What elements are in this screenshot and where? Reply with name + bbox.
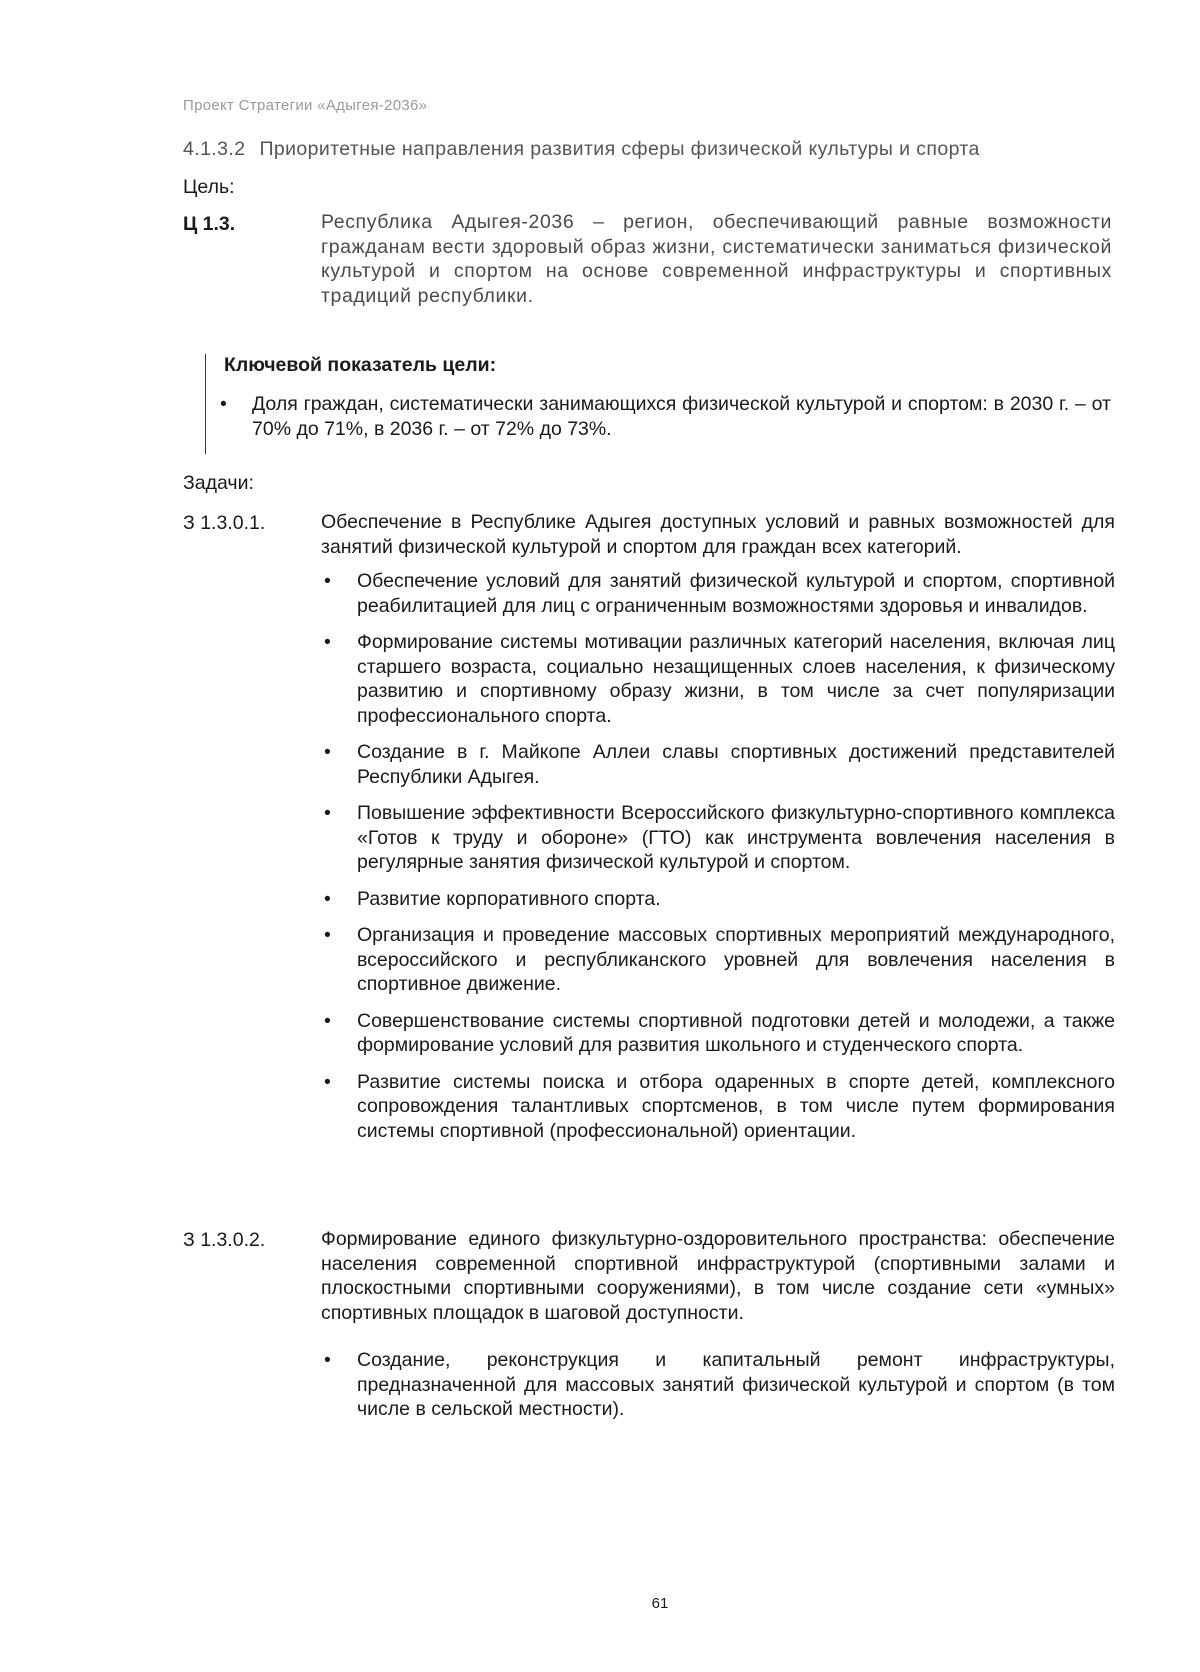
list-item <box>321 801 1115 875</box>
list-item-text: Развитие корпоративного спорта. <box>357 887 661 910</box>
task-text: Обеспечение в Республике Адыгея доступных условий и равных возможностей для занятий физической культурой и спортом для граждан всех категорий. <box>321 511 1115 558</box>
key-indicator-item <box>206 392 1111 441</box>
key-indicator-box <box>205 354 1116 454</box>
bullet-icon: • <box>324 802 331 824</box>
task-bullet-list <box>321 569 1115 1155</box>
tasks-label: Задачи: <box>183 472 254 494</box>
task-code: З 1.3.0.2. <box>183 1229 266 1251</box>
bullet-icon: • <box>324 924 331 946</box>
list-item-text: Формирование системы мотивации различных категорий населения, включая лиц старшего возраста, социально незащищенных слоев населения, к физическому развитию и спортивному образу жизни, в том числе за счет популяризации профессионального спорта. <box>357 631 1115 727</box>
bullet-icon: • <box>324 1009 331 1032</box>
list-item-text: Создание в г. Майкопе Аллеи славы спортивных достижений представителей Республики Адыгея. <box>357 741 1115 788</box>
list-item-text: Развитие системы поиска и отбора одаренных в спорте детей, комплексного сопровождения талантливых спортсменов, в том числе путем формирования системы спортивной (профессиональной) ориентации. <box>357 1070 1115 1142</box>
section-heading <box>183 138 1103 161</box>
section-title: Приоритетные направления развития сферы физической культуры и спорта <box>259 138 980 160</box>
list-item <box>321 1070 1115 1144</box>
running-header: Проект Стратегии «Адыгея-2036» <box>183 97 428 114</box>
page-number: 61 <box>651 1595 669 1612</box>
list-item-text: Обеспечение условий для занятий физической культурой и спортом, спортивной реабилитацией для лиц с ограниченным возможностями здоровья и инвалидов. <box>357 570 1115 617</box>
key-indicator-title: Ключевой показатель цели: <box>224 354 497 376</box>
list-item <box>321 1009 1115 1058</box>
list-item-text: Совершенствование системы спортивной подготовки детей и молодежи, а также формирование условий для развития школьного и студенческого спорта. <box>357 1009 1115 1056</box>
list-item-text: Организация и проведение массовых спортивных мероприятий международного, всероссийского и республиканского уровней для вовлечения населения в спортивное движение. <box>357 924 1115 995</box>
list-item <box>321 887 1115 912</box>
list-item-text: Создание, реконструкция и капитальный ремонт инфраструктуры, предназначенной для массовых занятий физической культурой и спортом (в том числе в сельской местности). <box>357 1349 1115 1420</box>
list-item <box>321 630 1115 728</box>
bullet-icon: • <box>220 393 227 415</box>
bullet-icon: • <box>324 887 331 910</box>
list-item <box>321 740 1115 789</box>
task-bullet-list <box>321 1348 1115 1434</box>
list-item-text: Повышение эффективности Всероссийского физкультурно-спортивного комплекса «Готов к труду и обороне» (ГТО) как инструмента вовлечения населения в регулярные занятия физической культурой и спортом. <box>357 802 1115 873</box>
section-number: 4.1.3.2 <box>183 138 246 160</box>
key-indicator-text: Доля граждан, систематически занимающихся физической культурой и спортом: в 2030 г. – от 70% до 71%, в 2036 г. – от 72% до 73%. <box>252 393 1111 440</box>
goal-text: Республика Адыгея-2036 – регион, обеспечивающий равные возможности гражданам вести здоровый образ жизни, систематически заниматься физической культурой и спортом на основе современной инфраструктуры и спортивных традиций республики. <box>321 211 1112 307</box>
list-item <box>321 1348 1115 1422</box>
list-item <box>321 569 1115 618</box>
goal-label: Цель: <box>183 176 235 198</box>
bullet-icon: • <box>324 631 331 653</box>
bullet-icon: • <box>324 741 331 763</box>
goal-code: Ц 1.3. <box>183 213 236 235</box>
bullet-icon: • <box>324 1070 331 1093</box>
bullet-icon: • <box>324 570 331 592</box>
bullet-icon: • <box>324 1349 331 1371</box>
list-item <box>321 923 1115 997</box>
task-code: З 1.3.0.1. <box>183 512 266 534</box>
task-text: Формирование единого физкультурно-оздоровительного пространства: обеспечение населения современной спортивной инфраструктурой (спортивными залами и плоскостными спортивными сооружениями), в том числе создание сети «умных» спортивных площадок в шаговой доступности. <box>321 1228 1115 1324</box>
